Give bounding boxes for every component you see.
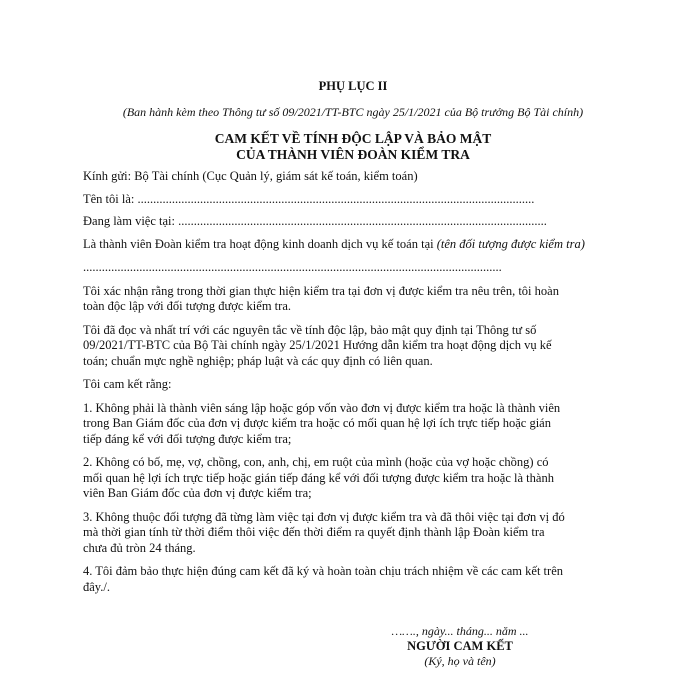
name-label: Tên tôi là: — [83, 191, 138, 206]
name-field — [83, 192, 623, 208]
document-body — [83, 78, 623, 595]
document-title-line2: CỦA THÀNH VIÊN ĐOÀN KIỂM TRA — [236, 147, 470, 162]
signature-date: ……., ngày... tháng... năm ... — [391, 624, 529, 638]
paragraph-line: Tôi xác nhận rằng trong thời gian thực hiện kiểm tra tại đơn vị được kiểm tra nêu trên, tôi hoàn — [83, 283, 559, 298]
name-dots: ............................................................................................................................... — [137, 191, 535, 206]
paragraph-line: Tôi đã đọc và nhất trí với các nguyên tắc về tính độc lập, bảo mật quy định tại Thông tư số — [83, 322, 537, 337]
issued-note: (Ban hành kèm theo Thông tư số 09/2021/TT-BTC ngày 25/1/2021 của Bộ trưởng Bộ Tài chính) — [122, 105, 584, 119]
paragraph-line: 3. Không thuộc đối tượng đã từng làm việc tại đơn vị được kiểm tra và đã thôi việc tại đơn vị đó — [83, 509, 565, 524]
paragraph-line: viên Ban Giám đốc của đơn vị được kiểm tra; — [83, 486, 312, 500]
member-dots: ...................................................................................................................................... — [83, 260, 502, 274]
paragraph-line: 4. Tôi đảm bảo thực hiện đúng cam kết đã ký và hoàn toàn chịu trách nhiệm về các cam kết trên — [83, 564, 563, 578]
member-text: Là thành viên Đoàn kiểm tra hoạt động kinh doanh dịch vụ kế toán tại — [83, 236, 437, 251]
document-title-line1: CAM KẾT VỀ TÍNH ĐỘC LẬP VÀ BẢO MẬT — [214, 131, 492, 146]
commit-item-3 — [83, 510, 623, 557]
signer-title: NGƯỜI CAM KẾT — [407, 639, 513, 653]
workplace-dots: ...................................................................................................................... — [178, 214, 547, 228]
paragraph-line: tiếp đáng kể với đối tượng được kiểm tra; — [83, 431, 292, 446]
member-italic: (tên đối tượng được kiểm tra) — [436, 236, 585, 251]
member-line — [83, 237, 623, 253]
recipient-line: Kính gửi: Bộ Tài chính (Cục Quản lý, giám sát kế toán, kiểm toán) — [83, 169, 418, 183]
paragraph-line: đây./. — [83, 579, 110, 594]
paragraph-confirm — [83, 284, 623, 315]
paragraph-line: mà thời gian tính từ thời điểm thôi việc đến thời điểm ra quyết định thành lập Đoàn kiểm tra — [83, 525, 545, 539]
workplace-label: Đang làm việc tại: — [83, 214, 179, 228]
paragraph-line: toán; chuẩn mực nghề nghiệp; pháp luật và các quy định có liên quan. — [83, 353, 433, 368]
paragraph-agreement — [83, 323, 623, 370]
appendix-heading: PHỤ LỤC II — [318, 79, 388, 93]
signature-note: (Ký, họ và tên) — [424, 654, 496, 668]
paragraph-line: mối quan hệ lợi ích trực tiếp hoặc gián tiếp đáng kể với đối tượng được kiểm tra hoặc là thành — [83, 470, 554, 485]
paragraph-line: 2. Không có bố, mẹ, vợ, chồng, con, anh, chị, em ruột của mình (hoặc của vợ hoặc chồng) có — [83, 455, 549, 469]
commit-intro: Tôi cam kết rằng: — [83, 377, 172, 391]
paragraph-line: chưa đủ tròn 24 tháng. — [83, 540, 196, 555]
paragraph-line: 09/2021/TT-BTC của Bộ Tài chính ngày 25/1/2021 Hướng dẫn kiểm tra hoạt động dịch vụ kế — [83, 338, 552, 352]
paragraph-line: toàn độc lập với đối tượng được kiểm tra. — [83, 299, 291, 313]
paragraph-line: trong Ban Giám đốc của đơn vị được kiểm tra hoặc có mối quan hệ lợi ích trực tiếp hoặc gián — [83, 416, 551, 430]
commit-item-4 — [83, 564, 623, 595]
workplace-field — [83, 214, 623, 230]
commit-item-1 — [83, 401, 623, 448]
paragraph-line: 1. Không phải là thành viên sáng lập hoặc góp vốn vào đơn vị được kiểm tra hoặc là thành viên — [83, 400, 561, 415]
commit-item-2 — [83, 455, 623, 502]
